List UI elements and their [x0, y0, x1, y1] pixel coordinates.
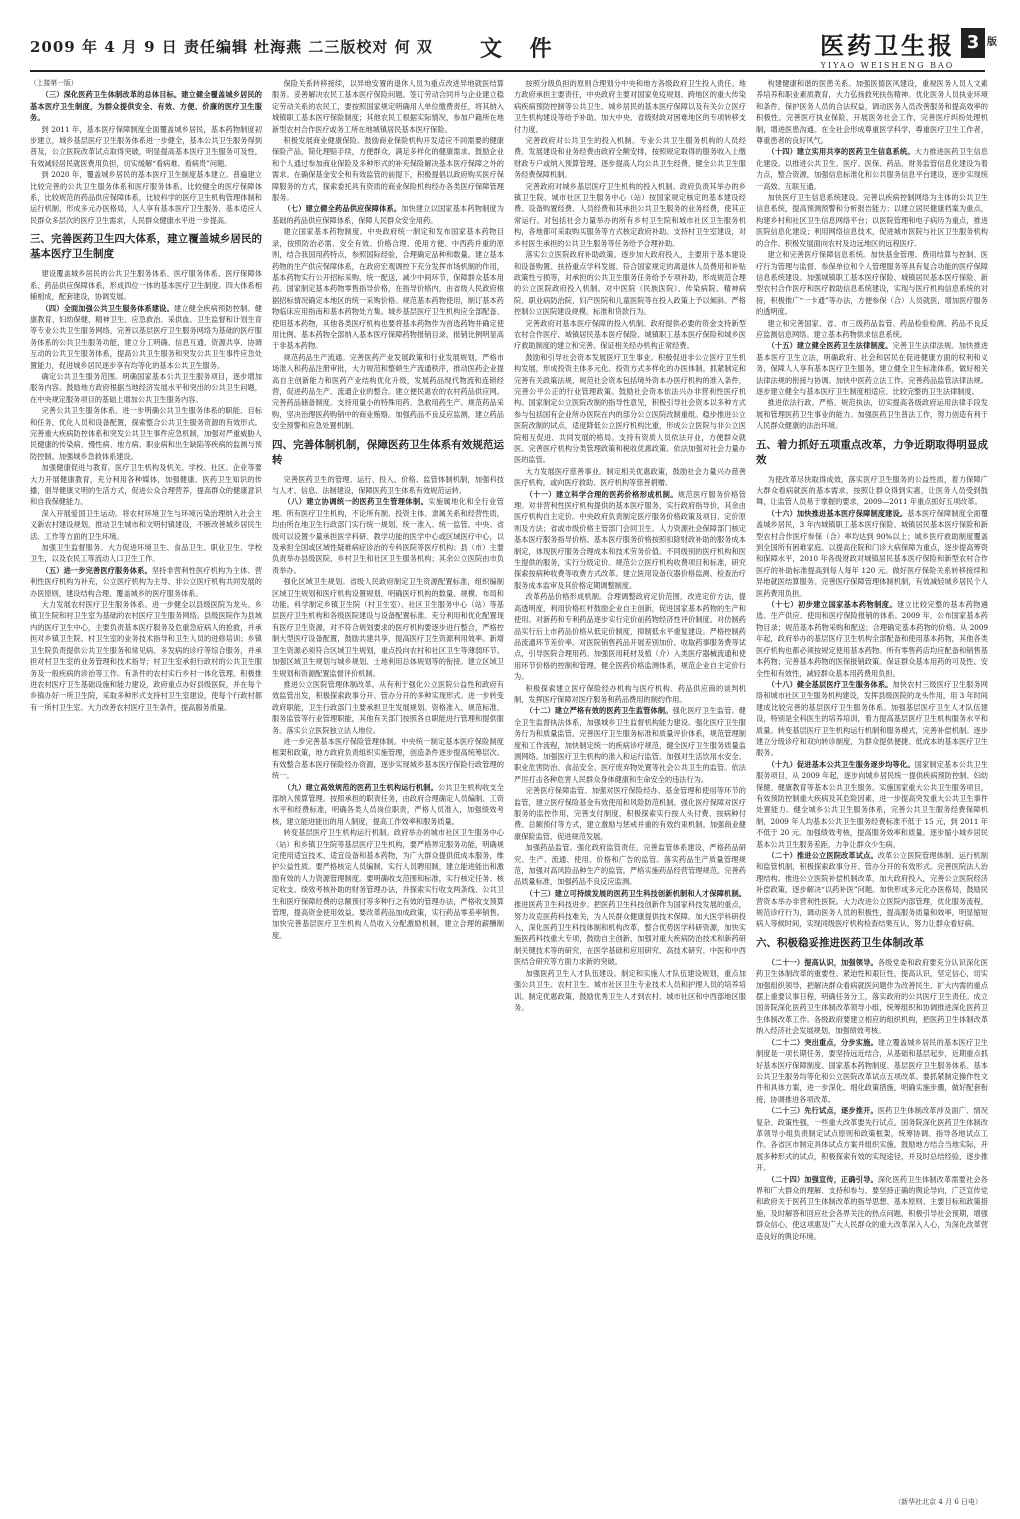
paragraph: 建立覆盖城乡居民的基本医疗卫生制度是一项长期任务，要坚持远近结合，从基础和基层起步，近期重点抓好基本医疗保障制度、国家基本药物制度、基层医疗卫生服务体系、基本公共卫生服务均等化和公立医院改革试点五项改革。要抓紧制定操作性文件和具体方案，进一步深化、细化政策措施，明确实施步骤，做好配套衔接，协调推进各项改革。	[756, 1037, 988, 1104]
article-column-1	[30, 78, 262, 1498]
article-column-2	[272, 78, 504, 1498]
paragraph: 积极发展商业健康保险。鼓励商业保险机构开发适应不同需要的健康保险产品，简化理赔手续，方便群众，满足多样化的健康需求。鼓励企业和个人通过参加商业保险及多种形式的补充保险解决基本医疗保障之外的需求。在确保基金安全和有效监管的前提下，积极提倡以政府购买医疗保障服务的方式，探索委托具有资质的商业保险机构经办各类医疗保障管理服务。	[272, 136, 504, 203]
paragraph: 建设覆盖城乡居民的公共卫生服务体系、医疗服务体系、医疗保障体系、药品供应保障体系，形成四位一体的基本医疗卫生制度。四大体系相辅相成，配套建设，协调发展。	[30, 269, 262, 302]
paragraph: 确定公共卫生服务范围。明确国家基本公共卫生服务项目，逐步增加服务内容。鼓励地方政府根据当地经济发展水平和突出的公共卫生问题，在中央规定服务项目的基础上增加公共卫生服务内容。	[30, 371, 262, 404]
paragraph: 规范药品生产流通。完善医药产业发展政策和行业发展规划，严格市场准入和药品注册审批，大力规范和整顿生产流通秩序，推动医药企业提高自主创新能力和医药产业结构优化升级，发展药品现代物流和连锁经营，促进药品生产、流通企业的整合。建立便民惠农的农村药品供应网。完善药品储备制度。支持用量小的特殊用药、急救用药生产。规范药品采购，坚决治理医药购销中的商业贿赂。加强药品不良反应监测，建立药品安全预警和应急处置机制。	[272, 352, 504, 431]
paragraph: 落实公立医院政府补助政策。逐步加大政府投入，主要用于基本建设和设备购置、扶持重点学科发展、符合国家规定的离退休人员费用和补贴政策性亏损等，对承担的公共卫生服务任务给予专项补助，形成规范合理的公立医院政府投入机制。对中医院（民族医院）、传染病院、精神病院、职业病防治院、妇产医院和儿童医院等在投入政策上予以倾斜。严格控制公立医院建设规模、标准和贷款行为。	[514, 250, 746, 317]
section-heading: （二十二）突出重点，分步实施。	[767, 1037, 878, 1047]
section-heading: （八）建立协调统一的医药卫生管理体制。	[283, 497, 429, 507]
paragraph: 保险关系转移接续，以异地安置的退休人员为重点改进异地就医结算服务。妥善解决农民工基本医疗保险问题。签订劳动合同并与企业建立稳定劳动关系的农民工，要按照国家规定明确用人单位缴费责任，将其纳入城镇职工基本医疗保险制度；其他农民工根据实际情况，参加户籍所在地新型农村合作医疗或务工所在地城镇居民基本医疗保险。	[272, 79, 504, 134]
section-heading: （三）深化医药卫生体制改革的总体目标。建立健全覆盖城乡居民的基本医疗卫生制度，为群众提供安全、有效、方便、价廉的医疗卫生服务。	[30, 90, 262, 123]
paragraph: 推进医药卫生科技进步。把医药卫生科技创新作为国家科技发展的重点，努力攻克医药科技难关，为人民群众健康提供技术保障。加大医学科研投入，深化医药卫生科技体制和机构改革，整合优势医学科研资源，加快实施医药科技重大专项，鼓励自主创新，加强对重大疾病防治技术和新药研制关键技术等的研究，在医学基础和应用研究、高技术研究、中医和中西医结合研究等方面力求新的突破。	[514, 900, 746, 967]
paragraph: 改革公立医院管理体制、运行机制和监管机制，积极探索政事分开、管办分开的有效形式。完善医院法人治理结构。推进公立医院补偿机制改革，加大政府投入，完善公立医院经济补偿政策，逐步解决“以药补医”问题。加快形成多元化办医格局，鼓励民营资本举办非营利性医院。大力改进公立医院内部管理，优化服务流程，规范诊疗行为，调动医务人员的积极性，提高服务质量和效率，明显缩短病人等候时间，实现同级医疗机构检查结果互认，努力让群众看好病。	[756, 851, 988, 929]
page-number-badge	[961, 28, 997, 58]
chapter-heading: 四、完善体制机制，保障医药卫生体系有效规范运转	[272, 438, 504, 466]
paragraph: 加强药品监管。强化政府监管责任，完善监管体系建设，严格药品研究、生产、流通、使用、价格和广告的监管。落实药品生产质量管理规范，加强对高风险品种生产的监管。严格实施药品经营管理规范。完善药品质量标准，加强药品不良反应监测。	[514, 843, 746, 887]
chapter-heading: 六、积极稳妥推进医药卫生体制改革	[756, 936, 924, 949]
paragraph: 进一步完善基本医疗保险管理体制。中央统一制定基本医疗保险制度框架和政策，地方政府负责组织实施管理，创造条件逐步提高统筹层次。有效整合基本医疗保险经办资源，逐步实现城乡基本医疗保险行政管理的统一。	[272, 736, 504, 781]
paragraph: 强化区域卫生规划。省级人民政府制定卫生资源配置标准，组织编制区域卫生规划和医疗机构设置规划，明确医疗机构的数量、规模、布局和功能。科学制定乡镇卫生院（村卫生室）、社区卫生服务中心（站）等基层医疗卫生机构和各级医院建设与设备配置标准。充分利用和优化配置现有医疗卫生资源，对不符合规划要求的医疗机构要逐步进行整合，严格控制大型医疗设备配置，鼓励共建共享，提高医疗卫生资源利用效率。新增卫生资源必须符合区域卫生规划，重点投向农村和社区卫生等薄弱环节。加强区域卫生规划与城乡规划、土地利用总体规划等的衔接。建立区域卫生规划和资源配置监督评价机制。	[272, 577, 504, 678]
article-column-4	[756, 78, 988, 1498]
logo-pinyin: YIYAO WEISHENG BAO	[820, 61, 955, 70]
paragraph: 国家制定基本公共卫生服务项目，从 2009 年起，逐步向城乡居民统一提供疾病预防控制、妇幼保健、健康教育等基本公共卫生服务。实施国家重大公共卫生服务项目，有效预防控制重大疾病及其危险因素，进一步提高突发重大公共卫生事件处置能力。健全城乡公共卫生服务体系，完善公共卫生服务经费保障机制，2009 年人均基本公共卫生服务经费标准不低于 15 元，到 2011 年不低于 20 元。加强绩效考核，提高服务效率和质量。逐步缩小城乡居民基本公共卫生服务差距，力争让群众少生病。	[756, 759, 988, 849]
paragraph: 完善医疗保障监管。加强对医疗保险经办、基金管理和使用等环节的监管，建立医疗保险基金有效使用和风险防范机制。强化医疗保障对医疗服务的监控作用，完善支付制度，积极探索实行按人头付费、按病种付费、总额预付等方式，建立激励与惩戒并重的有效约束机制。加强商业健康保险监管，促进规范发展。	[514, 786, 746, 841]
paragraph: 大力推进医药卫生信息化建设。以推进公共卫生、医疗、医保、药品、财务监管信息化建设为着力点，整合资源，加强信息标准化和公共服务信息平台建设，逐步实现统一高效、互联互通。	[756, 147, 988, 191]
dateline-note: （新华社北京 4 月 6 日电）	[894, 1498, 982, 1506]
paragraph: 推进公立医院管理体制改革。从有利于强化公立医院公益性和政府有效监管出发，积极探索政事分开、管办分开的多种实现形式。进一步转变政府职能，卫生行政部门主要承担卫生发展规划、资格准入、规范标准、服务监管等行业管理职能，其他有关部门按照各自职能进行管理和提供服务。落实公立医院独立法人地位。	[272, 679, 504, 735]
paragraph: 按照分级负担的原则合理划分中央和地方各级政府卫生投入责任。地方政府承担主要责任，中央政府主要对国家免疫规划、跨地区的重大传染病疾病预防控制等公共卫生、城乡居民的基本医疗保障以及有关公立医疗卫生机构建设等给予补助。加大中央、省级财政对困难地区的专项转移支付力度。	[514, 79, 746, 134]
page-number: 3	[966, 32, 980, 53]
paragraph: 建立和完善国家、省、市三级药品监管、药品检验检测、药品不良反应监测信息网络。建立基本药物供求信息系统。	[756, 318, 988, 339]
paragraph: 坚持非营利性医疗机构为主体、营利性医疗机构为补充，公立医疗机构为主导、非公立医疗机构共同发展的办医原则，建设结构合理、覆盖城乡的医疗服务体系。	[30, 565, 262, 598]
paragraph: 加快农村三级医疗卫生服务网络和城市社区卫生服务机构建设，发挥县级医院的龙头作用，用 3 年时间建成比较完善的基层医疗卫生服务体系。加强基层医疗卫生人才队伍建设，特别是全科医生的培养培训，着力提高基层医疗卫生机构服务水平和质量。转变基层医疗卫生机构运行机制和服务模式，完善补偿机制。逐步建立分级诊疗和双向转诊制度，为群众提供便捷、低成本的基本医疗卫生服务。	[756, 679, 988, 758]
paragraph: 规范医疗服务价格管理。对非营利性医疗机构提供的基本医疗服务，实行政府指导价，其余由医疗机构自主定价。中央政府负责制定医疗服务价格政策及项目、定价原则及方法；省或市级价格主管部门会同卫生、人力资源社会保障部门核定基本医疗服务指导价格。基本医疗服务价格按照扣除财政补助的服务成本制定，体现医疗服务合理成本和技术劳务价值。不同级别的医疗机构和医生提供的服务，实行分级定价。规范公立医疗机构收费项目和标准，研究探索按病种收费等收费方式改革。建立医用设备仪器价格监测、检查治疗服务成本监审及其价格定期调整制度。	[514, 489, 746, 590]
section-heading: （四）全面加强公共卫生服务体系建设。	[41, 303, 174, 313]
section-heading: （十七）初步建立国家基本药物制度。	[767, 600, 898, 610]
section-heading: （十六）加快推进基本医疗保障制度建设。	[767, 508, 908, 518]
paragraph: 大力发展医疗慈善事业。制定相关优惠政策，鼓励社会力量兴办慈善医疗机构，或向医疗救助、医疗机构等慈善捐赠。	[514, 466, 746, 488]
section-heading: （十二）建立严格有效的医药卫生监管体制。	[525, 706, 673, 716]
paragraph: 加强医药卫生人才队伍建设。制定和实施人才队伍建设规划，重点加强公共卫生、农村卫生、城市社区卫生专业技术人员和护理人员的培养培训。制定优惠政策，鼓励优秀卫生人才到农村、城市社区和中西部地区服务。	[514, 968, 746, 1012]
section-heading: （十八）健全基层医疗卫生服务体系。	[767, 679, 893, 689]
section-heading: （二十四）加强宣传，正确引导。	[767, 1174, 878, 1184]
paragraph: 加强卫生监督服务。大力促进环境卫生、食品卫生、职业卫生、学校卫生，以及农民工等流动人口卫生工作。	[30, 543, 262, 564]
paragraph: 改革药品价格形成机制。合理调整政府定价范围，改进定价方法，提高透明度，利用价格杠杆鼓励企业自主创新，促进国家基本药物的生产和使用。对新药和专利药品逐步实行定价前药物经济性评价制度。对仿制药品实行后上市药品价格从低定价制度，抑制低水平重复建设。严格控制药品流通环节差价率。对医院销售药品开展差别加价、收取药事服务费等试点，引导医院合理用药。加强医用耗材及植（介）入类医疗器械流通和使用环节价格的控制和管理。健全医药价格监测体系，规范企业自主定价行为。	[514, 592, 746, 682]
section-heading: （二十一）提高认识，加强领导。	[767, 957, 878, 967]
paragraph: 建立国家基本药物制度。中央政府统一制定和发布国家基本药物目录，按照防治必需、安全有效、价格合理、使用方便、中西药并重的原则，结合我国用药特点，参照国际经验，合理确定品种和数量。建立基本药物的生产供应保障体系，在政府宏观调控下充分发挥市场机制的作用，基本药物实行公开招标采购，统一配送，减少中间环节，保障群众基本用药。国家制定基本药物零售指导价格，在指导价格内，由省级人民政府根据招标情况确定本地区的统一采购价格。规范基本药物使用，制订基本药物临床应用指南和基本药物处方集。城乡基层医疗卫生机构应全部配备、使用基本药物，其他各类医疗机构也要将基本药物作为首选药物并确定使用比例。基本药物全部纳入基本医疗保障药物报销目录，报销比例明显高于非基本药物。	[272, 227, 504, 351]
logo-text: 医药卫生报	[820, 31, 955, 60]
section-heading: （十一）建立科学合理的医药价格形成机制。	[525, 489, 678, 499]
paragraph: 深入开展爱国卫生运动。将农村环境卫生与环境污染治理纳入社会主义新农村建设规划，推动卫生城市和文明村镇建设，不断改善城乡居民生活、工作等方面的卫生环境。	[30, 508, 262, 541]
paragraph: 构建健康和谐的医患关系。加强医德医风建设，重视医务人员人文素养培养和职业素质教育，大力弘扬救死扶伤精神。优化医务人员执业环境和条件，保护医务人员的合法权益，调动医务人员改善服务和提高效率的积极性。完善医疗执业保险，开展医务社会工作，完善医疗纠纷处理机制，增进医患沟通。在全社会形成尊重医学科学，尊重医疗卫生工作者，尊重患者的良好风气。	[756, 79, 988, 146]
page-suffix: 版	[987, 37, 997, 48]
paragraph: 实施属地化和全行业管理。所有医疗卫生机构，不论所有制、投资主体、隶属关系和经营性质，均由所在地卫生行政部门实行统一规划、统一准入、统一监管。中央、省级可以设置少量承担医学科研、教学功能的医学中心或区域医疗中心，以及承担全国或区域性疑难病症诊治的专科医院等医疗机构；县（市）主要负责举办县级医院、乡村卫生和社区卫生服务机构；其余公立医院由市负责举办。	[272, 497, 504, 575]
paragraph: 完善医药卫生的管理、运行、投入、价格、监管体制机制，加强科技与人才、信息、法制建设，保障医药卫生体系有效规范运转。	[272, 474, 504, 495]
paragraph: 建立健全疾病预防控制、健康教育、妇幼保健、精神卫生、应急救治、采供血、卫生监督和计划生育等专业公共卫生服务网络，完善以基层医疗卫生服务网络为基础的医疗服务体系的公共卫生服务功能，建立分工明确、信息互通、资源共享、协调互动的公共卫生服务体系，提高公共卫生服务和突发公共卫生事件应急处置能力，促进城乡居民逐步享有均等化的基本公共卫生服务。	[30, 303, 262, 370]
paragraph: 医药卫生体制改革涉及面广、情况复杂、政策性强，一些重大改革要先行试点。国务院深化医药卫生体制改革领导小组负责制定试点原则和政策框架，统筹协调、指导各地试点工作。各省区市制定具体试点方案并组织实施。鼓励地方结合当地实际，开展多种形式的试点，积极探索有效的实现途径，并及时总结经验，逐步推开。	[756, 1106, 988, 1173]
paragraph: 各级党委和政府要充分认识深化医药卫生体制改革的重要性、紧迫性和艰巨性，提高认识，坚定信心，切实加强组织领导，把解决群众看病就医问题作为改善民生、扩大内需的重点摆上重要议事日程，明确任务分工，落实政府的公共医疗卫生责任。成立国务院深化医药卫生体制改革领导小组，统筹组织和协调推进深化医药卫生体制改革工作。各级政府要建立相应的组织机构，把医药卫生体制改革纳入经济社会发展规划，加强绩效考核。	[756, 957, 988, 1036]
paragraph: 建立比较完整的基本药物遴选、生产供应、使用和医疗保险报销的体系。2009 年，公布国家基本药物目录；规范基本药物采购和配送；合理确定基本药物的价格。从 2009 年起，政府举办的基层医疗卫生机构全部配备和使用基本药物，其他各类医疗机构也都必须按规定使用基本药物。所有零售药店均应配备和销售基本药物；完善基本药物的医保报销政策。保证群众基本用药的可及性、安全性和有效性，减轻群众基本用药费用负担。	[756, 600, 988, 678]
paragraph: 建立和完善医疗保障信息系统。加快基金管理、费用结算与控制、医疗行为管理与监督、参保单位和个人管理服务等具有复合功能的医疗保障信息系统建设。加强城镇职工基本医疗保险、城镇居民基本医疗保险、新型农村合作医疗和医疗救助信息系统建设，实现与医疗机构信息系统的对接，积极推广“一卡通”等办法，方便参保（合）人员就医，增加医疗服务的透明度。	[756, 250, 988, 317]
paragraph: 转变基层医疗卫生机构运行机制。政府举办的城市社区卫生服务中心（站）和乡镇卫生院等基层医疗卫生机构，要严格界定服务功能，明确规定使用适宜技术、适宜设备和基本药物，为广大群众提供低成本服务，维护公益性质。要严格核定人员编制，实行人员聘用制，建立能进能出和激励有效的人力资源管理制度。要明确收支范围和标准，实行核定任务、核定收支、绩效考核补助的财务管理办法，并探索实行收支两条线、公共卫生和医疗保障经费的总额预付等多种行之有效的管理办法，严格收支预算管理，提高资金使用效益。要改革药品加成政策，实行药品零差率销售。加快完善基层医疗卫生机构人员收入分配激励机制，建立合理的薪酬制度。	[272, 828, 504, 940]
section-heading: （二十三）先行试点，逐步推开。	[767, 1106, 878, 1116]
paragraph: 完善卫生法律法规。加快推进基本医疗卫生立法，明确政府、社会和居民在促进健康方面的权利和义务，保障人人享有基本医疗卫生服务，建立健全卫生标准体系，做好相关法律法规的衔接与协调。加快中医药立法工作。完善药品监管法律法规。逐步建立健全与基本医疗卫生制度相适应、比较完整的卫生法律制度。	[756, 341, 988, 396]
section-heading: （十三）建立可持续发展的医药卫生科技创新机制和人才保障机制。	[525, 888, 746, 898]
section-heading: （二十）推进公立医院改革试点。	[767, 851, 878, 860]
paragraph: 到 2011 年，基本医疗保障制度全面覆盖城乡居民，基本药物制度初步建立，城乡基层医疗卫生服务体系进一步健全，基本公共卫生服务得到普及，公立医院改革试点取得突破，明显提高基本医疗卫生服务可及性，有效减轻居民就医费用负担，切实缓解“看病难、看病贵”问题。	[30, 124, 262, 168]
section-heading: （九）建立高效规范的医药卫生机构运行机制。	[283, 782, 438, 792]
section-heading: （十五）建立健全医药卫生法律制度。	[767, 341, 893, 351]
chapter-heading: 五、着力抓好五项重点改革，力争近期取得明显成效	[756, 438, 988, 466]
section-heading: （五）进一步完善医疗服务体系。	[41, 565, 152, 575]
paragraph: 大力发展农村医疗卫生服务体系。进一步健全以县级医院为龙头、乡镇卫生院和村卫生室为基础的农村医疗卫生服务网络。县级医院作为县域内的医疗卫生中心，主要负责基本医疗服务及危重急症病人的抢救，并承担对乡镇卫生院、村卫生室的业务技术指导和卫生人员的进修培训；乡镇卫生院负责提供公共卫生服务和常见病、多发病的诊疗等综合服务，并承担对村卫生室的业务管理和技术指导；村卫生室承担行政村的公共卫生服务及一般疾病的诊治等工作。有条件的农村实行乡村一体化管理。积极推进农村医疗卫生基础设施和能力建设，政府重点办好县级医院，并在每个乡镇办好一所卫生院，采取多种形式支持村卫生室建设，使每个行政村都有一所村卫生室。大力改善农村医疗卫生条件，提高服务质量。	[30, 600, 262, 712]
paragraph: 完善政府对城乡基层医疗卫生机构的投入机制。政府负责其举办的乡镇卫生院、城市社区卫生服务中心（站）按国家规定核定的基本建设经费、设备购置经费、人员经费和其承担公共卫生服务的业务经费，使其正常运行。对包括社会力量举办的所有乡村卫生院和城市社区卫生服务机构，各地都可采取购买服务等方式核定政府补助。支持村卫生室建设，对乡村医生承担的公共卫生服务等任务给予合理补助。	[514, 181, 746, 248]
masthead	[30, 22, 997, 70]
paragraph: 完善公共卫生服务体系。进一步明确公共卫生服务体系的职能、目标和任务，优化人员和设备配置，探索整合公共卫生服务资源的有效形式。完善重大疾病防控体系和突发公共卫生事件应急机制，加强对严重威胁人民健康的传染病、慢性病、地方病、职业病和出生缺陷等疾病的监测与预防控制。加强城乡急救体系建设。	[30, 406, 262, 461]
paragraph: 鼓励和引导社会资本发展医疗卫生事业。积极促进非公立医疗卫生机构发展，形成投资主体多元化、投资方式多样化的办医体制。抓紧制定和完善有关政策法规，规范社会资本包括境外资本办医疗机构的准入条件，完善公平公正的行业管理政策。鼓励社会资本依法兴办非营利性医疗机构。国家制定公立医院改制的指导性意见，积极引导社会资本以多种方式参与包括国有企业所办医院在内的部分公立医院改制重组。稳步推进公立医院改制的试点，适度降低公立医疗机构比重，形成公立医院与非公立医院相互促进、共同发展的格局。支持有资质人员依法开业，方便群众就医。完善医疗机构分类管理政策和税收优惠政策。依法加强对社会力量办医的监管。	[514, 352, 746, 465]
paragraph: 加强健康促进与教育。医疗卫生机构及机关、学校、社区、企业等要大力开展健康教育，充分利用各种媒体，加强健康、医药卫生知识的传播，倡导健康文明的生活方式，促进公众合理营养，提高群众的健康意识和自我保健能力。	[30, 463, 262, 507]
paragraph: 完善政府对公共卫生的投入机制。专业公共卫生服务机构的人员经费、发展建设和业务经费由政府全额安排，按照规定取得的服务收入上缴财政专户或纳入预算管理。逐步提高人均公共卫生经费，健全公共卫生服务经费保障机制。	[514, 136, 746, 180]
paragraph: 推进依法行政。严格、规范执法，切实提高各级政府运用法律手段发展和管理医药卫生事业的能力。加强医药卫生普法工作，努力创造有利于人民群众健康的法治环境。	[756, 398, 988, 431]
paragraph: 为使改革尽快取得成效，落实医疗卫生服务的公益性质，着力保障广大群众看病就医的基本需求，按照让群众得到实惠，让医务人员受到鼓舞，让监管人员易于掌握的要求，2009—2011 年重点抓好五项改革。	[756, 474, 988, 507]
chapter-heading: 三、完善医药卫生四大体系，建立覆盖城乡居民的基本医疗卫生制度	[30, 233, 262, 261]
paragraph: 深化医药卫生体制改革需要社会各界和广大群众的理解、支持和参与。要坚持正确的舆论导向，广泛宣传党和政府关于医药卫生体制改革的指导思想、基本原则、主要目标和政策措施，及时解答和回应社会各界关注的热点问题，积极引导社会预期，增强群众信心，使这项惠及广大人民群众的重大改革深入人心，为深化改革营造良好的舆论环境。	[756, 1174, 988, 1241]
paragraph: 基本医疗保障制度全面覆盖城乡居民，3 年内城镇职工基本医疗保险、城镇居民基本医疗保险和新型农村合作医疗参保（合）率均达到 90%以上；城乡医疗救助制度覆盖到全国所有困难家庭。以提高住院和门诊大病保障为重点，逐步提高筹资和保障水平，2010 年各级财政对城镇居民基本医疗保险和新型农村合作医疗的补助标准提高到每人每年 120 元。做好医疗保险关系转移接续和异地就医结算服务。完善医疗保障管理体制机制，有效减轻城乡居民个人医药费用负担。	[756, 508, 988, 598]
article-column-3	[514, 78, 746, 1498]
paragraph: 积极探索建立医疗保险经办机构与医疗机构、药品供应商的谈判机制，发挥医疗保障对医疗服务和药品费用的制约作用。	[514, 683, 746, 704]
section-heading: （七）建立健全药品供应保障体系。	[283, 204, 402, 214]
paragraph: 完善政府对基本医疗保障的投入机制。政府提供必要的资金支持新型农村合作医疗、城镇居民基本医疗保险、城镇职工基本医疗保险和城乡医疗救助制度的建立和完善。保证相关经办机构正常经费。	[514, 318, 746, 351]
section-heading: （十四）建立实用共享的医药卫生信息系统。	[767, 147, 915, 157]
section-heading: （十九）促进基本公共卫生服务逐步均等化。	[767, 759, 915, 769]
header-rule	[30, 70, 985, 72]
paragraph: 到 2020 年，覆盖城乡居民的基本医疗卫生制度基本建立。普遍建立比较完善的公共卫生服务体系和医疗服务体系，比较健全的医疗保障体系，比较规范的药品供应保障体系，比较科学的医疗卫生机构管理体制和运行机制，形成多元办医格局，人人享有基本医疗卫生服务，基本适应人民群众多层次的医疗卫生需求，人民群众健康水平进一步提高。	[30, 170, 262, 225]
issue-info: 2009 年 4 月 9 日 责任编辑 杜海燕 二三版校对 何 双	[30, 38, 433, 56]
paragraph: 加快医疗卫生信息系统建设。完善以疾病控制网络为主体的公共卫生信息系统，提高预测预警和分析报告能力；以建立居民健康档案为重点，构建乡村和社区卫生信息网络平台；以医院管理和电子病历为重点，推进医院信息化建设；利用网络信息技术，促进城市医院与社区卫生服务机构的合作。积极发展面向农村及边远地区的远程医疗。	[756, 193, 988, 248]
paragraph: 公共卫生机构收支全部纳入预算管理。按照承担的职责任务，由政府合理确定人员编制、工资水平和经费标准，明确各类人员岗位职责，严格人员准入，加强绩效考核，建立能进能出的用人制度，提高工作效率和服务质量。	[272, 782, 504, 826]
continued-note: （上接第一版）	[30, 79, 78, 87]
section-title: 文 件	[480, 36, 562, 62]
newspaper-logo	[820, 26, 955, 70]
paragraph: 加快建立以国家基本药物制度为基础的药品供应保障体系，保障人民群众安全用药。	[272, 204, 504, 225]
paragraph: 强化医疗卫生监管。健全卫生监督执法体系，加强城乡卫生监督机构能力建设。强化医疗卫生服务行为和质量监管，完善医疗卫生服务标准和质量评价体系，规范管理制度和工作流程，加快制定统一的疾病诊疗规范，健全医疗卫生服务质量监测网络。加强医疗卫生机构的准入和运行监管。加强对生活饮用水安全、职业危害防治、食品安全、医疗废弃物处置等社会公共卫生的监管。依法严厉打击各种危害人民群众身体健康和生命安全的违法行为。	[514, 706, 746, 784]
